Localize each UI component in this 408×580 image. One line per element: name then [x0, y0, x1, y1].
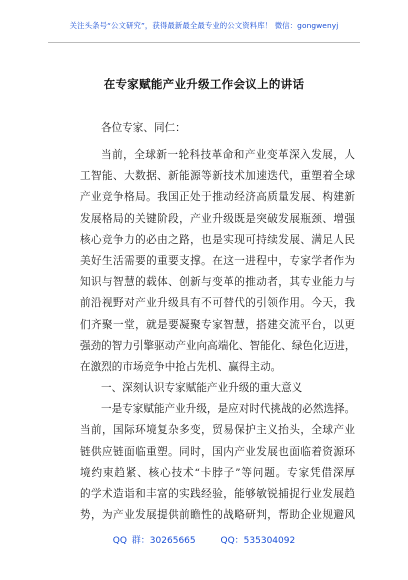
section-heading: 一、深刻认识专家赋能产业升级的重大意义: [101, 382, 303, 395]
paragraph-line: 产业竞争格局。我国正处于推动经济高质量发展、构建新: [80, 191, 355, 204]
paragraph-line: 美好生活需要的重要支撑。在这一进程中，专家学者作为: [80, 254, 355, 267]
footer-qq: QQ：535304092: [220, 536, 296, 546]
paragraph-line: 当前，全球新一轮科技革命和产业变革深入发展，人: [101, 149, 355, 161]
paragraph-line: 境约束趋紧、核心技术“卡脖子”等问题。专家凭借深厚: [80, 466, 355, 479]
paragraph-line: 发展格局的关键阶段，产业升级既是突破发展瓶颈、增强: [80, 212, 355, 225]
paragraph-line: 们齐聚一堂，就是要凝聚专家智慧，搭建交流平台，以更: [80, 318, 355, 331]
paragraph-line: 链供应链面临重塑。同时，国内产业发展也面临着资源环: [80, 445, 355, 458]
header-note: 关注头条号“公文研究”，获得最新最全最专业的公文资料库！ 微信：gongwenyj: [69, 21, 339, 30]
document-title: 在专家赋能产业升级工作会议上的讲话: [103, 77, 305, 91]
document-body: [80, 112, 355, 526]
paragraph-line: 当前，国际环境复杂多变，贸易保护主义抬头，全球产业: [80, 424, 355, 437]
paragraph-line: 知识与智慧的载体、创新与变革的推动者，其专业能力与: [80, 276, 355, 289]
greeting: 各位专家、同仁：: [101, 122, 186, 134]
paragraph-line: 核心竞争力的必由之路，也是实现可持续发展、满足人民: [80, 233, 355, 246]
paragraph-line: 工智能、大数据、新能源等新技术加速迭代，重塑着全球: [80, 170, 355, 183]
footer-qq-group: QQ 群：30265665: [112, 536, 196, 546]
footer-contact: [0, 533, 408, 546]
paragraph-line: 势，为产业发展提供前瞻性的战略研判，帮助企业规避风: [80, 509, 355, 522]
paragraph-line: 在激烈的市场竞争中抢占先机、赢得主动。: [80, 360, 282, 373]
paragraph-line: 前沿视野对产业升级具有不可替代的引领作用。今天，我: [80, 297, 355, 310]
paragraph-line: 的学术造诣和丰富的实践经验，能够敏锐捕捉行业发展趋: [80, 488, 355, 500]
paragraph-line: 一是专家赋能产业升级，是应对时代挑战的必然选择。: [101, 403, 355, 416]
header-divider: [48, 42, 360, 43]
paragraph-line: 强劲的智力引擎驱动产业向高端化、智能化、绿色化迈进，: [80, 339, 355, 352]
